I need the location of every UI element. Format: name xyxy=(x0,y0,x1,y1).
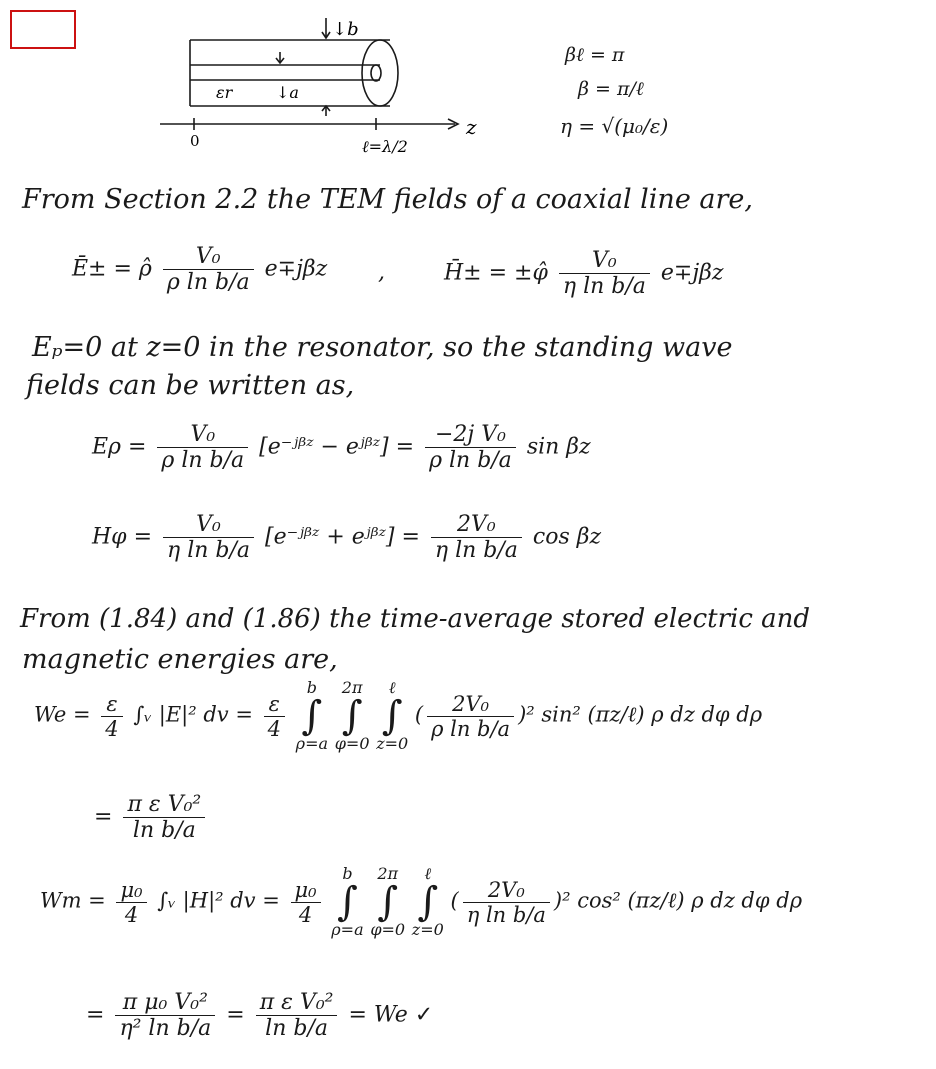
eps-r-label: εr xyxy=(216,83,233,102)
h-phi-tail: cos βz xyxy=(532,524,602,550)
wm-int1-top: b xyxy=(342,864,353,883)
wm-paren-fraction xyxy=(463,878,550,927)
h-phi-equation xyxy=(92,512,601,563)
we-volume-integral: ∫ᵥ |E|² dv = xyxy=(133,702,253,727)
wm-final-equals-we: = We xyxy=(348,1002,408,1028)
we-paren-den: ρ ln b/a xyxy=(431,716,511,741)
wm-integral-z: ℓ ∫ z=0 xyxy=(411,864,444,939)
fields-text: fields can be written as, xyxy=(26,370,355,401)
we-eps-num: ε xyxy=(264,692,285,717)
h-phi-lhs: Hφ = xyxy=(92,524,153,550)
wm-int2-top: 2π xyxy=(377,864,399,883)
wm-equation: Wm = $\frac{\text{μ₀}}{4}$ ∫ᵥ |H|² dv = $\frac{\text{μ₀}}{4}$ b ∫ ρ=a 2π ∫ φ=0 ℓ ∫ z=0 ( $\frac{\text{2V₀}}{\text{η ln b/a}}$ )² cos² (πz/ℓ) ρ dz dφ dρ xyxy=(40,864,803,939)
we-int1-bot: ρ=a xyxy=(295,734,329,753)
wm-int3-top: ℓ xyxy=(424,864,432,883)
checkmark-icon: ✓ xyxy=(414,1002,434,1028)
intro-text: From Section 2.2 the TEM fields of a coaxial line are, xyxy=(22,184,753,215)
we-integral-rho: b ∫ ρ=a xyxy=(295,678,329,753)
wm-volume-integral: ∫ᵥ |H|² dv = xyxy=(157,888,280,913)
we-eps-den: 4 xyxy=(267,716,281,741)
h-phi-num-1: V₀ xyxy=(163,512,254,538)
e-rho-lhs: Eρ = xyxy=(92,434,147,460)
h-phi-den-2: η ln b/a xyxy=(434,538,518,563)
z-zero-label: 0 xyxy=(190,132,200,150)
wm-tail: ² cos² (πz/ℓ) ρ dz dφ dρ xyxy=(562,888,803,913)
h-pm-numerator: V₀ xyxy=(559,248,650,274)
h-phi-bracket: [e⁻ʲᵝᶻ + eʲᵝᶻ] = xyxy=(265,524,420,550)
wm-integral-phi: 2π ∫ φ=0 xyxy=(370,864,406,939)
e-rho-bracket: [e⁻ʲᵝᶻ − eʲᵝᶻ] = xyxy=(259,434,415,460)
h-phi-den-1: η ln b/a xyxy=(167,538,251,563)
we-equation: We = $\frac{\varepsilon}{4}$ ∫ᵥ |E|² dv = $\frac{\varepsilon}{4}$ b ∫ ρ=a 2π ∫ φ=0 ℓ ∫ z=0 ( $\frac{\text{2V₀}}{\text{ρ ln b/a}}$ )² sin² (πz/ℓ) ρ dz dφ dρ xyxy=(34,678,763,753)
energy-intro-text: From (1.84) and (1.86) the time-average stored electric and xyxy=(20,604,811,634)
wm-pre-den: 4 xyxy=(124,902,139,927)
we-prefactor xyxy=(101,692,122,741)
wm-integral-rho: b ∫ ρ=a xyxy=(331,864,364,939)
we-int3-bot: z=0 xyxy=(376,734,409,753)
wm-paren-num: 2V₀ xyxy=(463,878,550,903)
h-pm-lhs: H̄± = ±φ̂ xyxy=(444,260,548,286)
relation-bl-pi: βℓ = π xyxy=(565,44,625,66)
we-int2-top: 2π xyxy=(341,678,363,697)
wm-result xyxy=(86,990,433,1041)
e-pm-denominator: ρ ln b/a xyxy=(166,270,250,295)
wm-result-den-2: ln b/a xyxy=(265,1016,328,1041)
equation-comma: , xyxy=(378,260,385,285)
wm-lhs: Wm = xyxy=(40,888,106,913)
we-result-den: ln b/a xyxy=(132,818,196,843)
e-rho-fraction-2 xyxy=(425,422,516,473)
e-pm-fraction xyxy=(163,244,254,295)
wm-result-num-1: π μ₀ V₀² xyxy=(115,990,215,1016)
inner-end-ellipse xyxy=(371,65,381,81)
h-pm-fraction xyxy=(559,248,650,299)
we-result-num: π ε V₀² xyxy=(123,792,205,818)
length-label: ℓ=λ/2 xyxy=(362,137,408,156)
wm-result-equals-2: = xyxy=(226,1002,245,1028)
wm-result-equals: = xyxy=(86,1002,105,1028)
wm-mu-num: μ₀ xyxy=(291,878,321,903)
h-field-equation xyxy=(444,248,723,299)
e-pm-numerator: V₀ xyxy=(163,244,254,270)
we-integral-phi: 2π ∫ φ=0 xyxy=(334,678,370,753)
wm-result-den-1: η² ln b/a xyxy=(119,1016,212,1041)
e-rho-den-2: ρ ln b/a xyxy=(429,448,512,473)
we-result-fraction xyxy=(123,792,205,843)
we-int1-top: b xyxy=(306,678,317,697)
e-field-equation xyxy=(72,244,327,295)
we-paren-num: 2V₀ xyxy=(427,692,514,717)
wm-int2-bot: φ=0 xyxy=(370,920,406,939)
we-pre-den: 4 xyxy=(105,716,119,741)
h-phi-fraction-2 xyxy=(431,512,522,563)
we-paren-fraction xyxy=(427,692,514,741)
z-label: z xyxy=(466,115,477,139)
e-pm-lhs: Ē± = ρ̂ xyxy=(72,256,152,282)
we-pre-num: ε xyxy=(101,692,122,717)
wm-int1-bot: ρ=a xyxy=(331,920,364,939)
outer-end-ellipse xyxy=(362,40,398,106)
energies-text: magnetic energies are, xyxy=(22,644,338,675)
we-tail: ² sin² (πz/ℓ) ρ dz dφ dρ xyxy=(526,702,763,727)
wm-paren-den: η ln b/a xyxy=(466,902,546,927)
wm-int3-bot: z=0 xyxy=(411,920,444,939)
h-pm-exponential: e∓jβz xyxy=(660,260,724,286)
e-rho-tail: sin βz xyxy=(526,434,591,460)
wm-result-fraction-1 xyxy=(115,990,215,1041)
relation-eta: η = √(μ₀/ε) xyxy=(560,114,669,138)
wm-mu-fraction xyxy=(291,878,321,927)
e-rho-num-1: V₀ xyxy=(157,422,248,448)
b-label: ↓b xyxy=(332,19,359,40)
h-pm-denominator: η ln b/a xyxy=(562,274,646,299)
e-rho-den-1: ρ ln b/a xyxy=(161,448,245,473)
wm-result-fraction-2 xyxy=(256,990,338,1041)
we-int2-bot: φ=0 xyxy=(334,734,370,753)
we-eps-fraction xyxy=(264,692,285,741)
we-integral-z: ℓ ∫ z=0 xyxy=(376,678,409,753)
e-pm-exponential: e∓jβz xyxy=(264,256,328,282)
we-result xyxy=(94,792,209,843)
red-highlight-box xyxy=(10,10,76,49)
e-rho-equation xyxy=(92,422,591,473)
we-lhs: We = xyxy=(34,702,91,727)
wm-pre-num: μ₀ xyxy=(116,878,146,903)
wm-prefactor xyxy=(116,878,146,927)
e-rho-fraction-1 xyxy=(157,422,248,473)
h-phi-fraction-1 xyxy=(163,512,254,563)
wm-result-num-2: π ε V₀² xyxy=(256,990,338,1016)
e-rho-num-2: −2j V₀ xyxy=(425,422,516,448)
a-label: ↓a xyxy=(276,83,299,102)
relation-beta: β = π/ℓ xyxy=(578,78,644,100)
resonator-text: Eₚ=0 at z=0 in the resonator, so the standing wave xyxy=(32,332,733,363)
wm-mu-den: 4 xyxy=(298,902,313,927)
we-int3-top: ℓ xyxy=(388,678,396,697)
we-result-equals: = xyxy=(94,804,113,830)
h-phi-num-2: 2V₀ xyxy=(431,512,522,538)
